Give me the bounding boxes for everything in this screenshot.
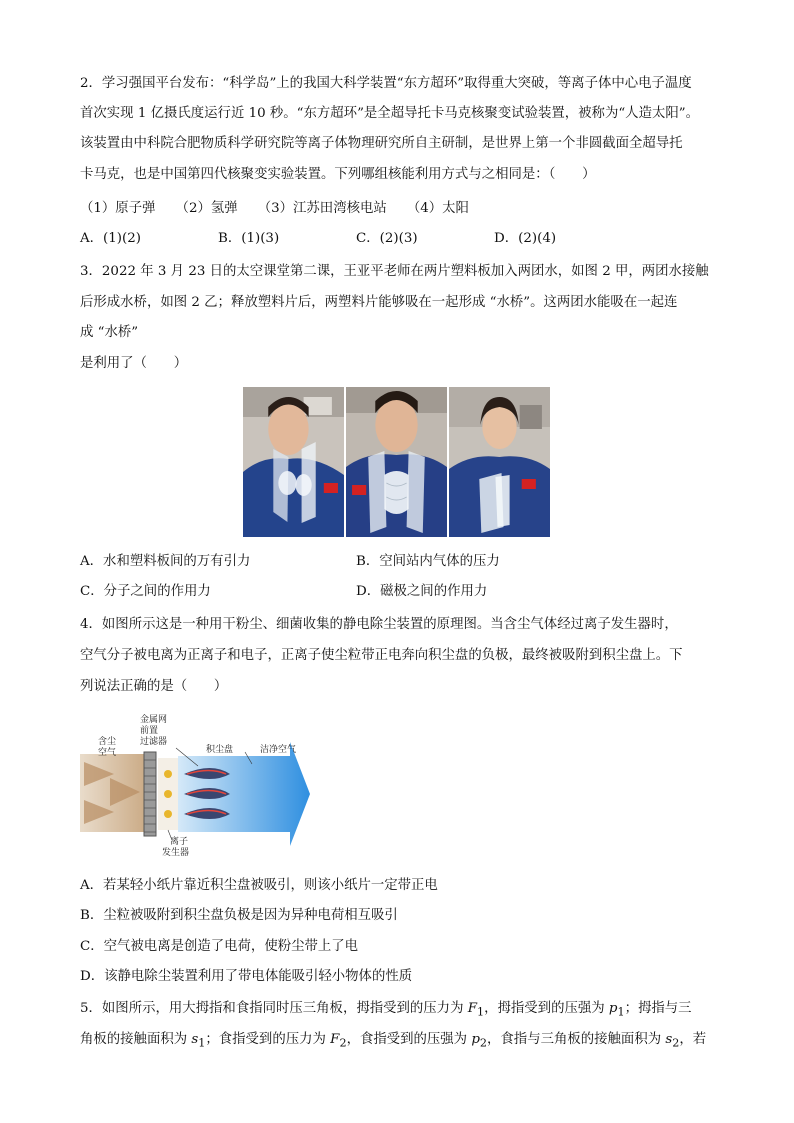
- label-filter-3: 过滤器: [140, 737, 168, 747]
- q5-var: F: [467, 1001, 478, 1016]
- label-ionizer-1: 离子: [170, 837, 189, 847]
- q5-text: 角板的接触面积为: [80, 1032, 192, 1047]
- water-bridge-photos: [243, 387, 550, 537]
- q5-sub: 1: [477, 1005, 485, 1019]
- q5-sub: 2: [479, 1036, 488, 1050]
- photo-yi: [346, 387, 447, 537]
- q3-option-a: A．水和塑料板间的万有引力: [80, 554, 251, 569]
- q2-option-b: B．(1)(3): [218, 231, 280, 246]
- label-plate: 积尘盘: [206, 745, 234, 755]
- q5-text: ，食指与三角板的接触面积为: [487, 1032, 666, 1047]
- label-ionizer-2: 发生器: [162, 848, 190, 858]
- q3-option-b: B．空间站内气体的压力: [356, 554, 500, 569]
- q5-sub: 2: [672, 1036, 680, 1050]
- q5-text: ，食指受到的压强为: [346, 1032, 472, 1047]
- q3-options-row-1: [80, 552, 632, 572]
- label-filter-2: 前置: [140, 726, 159, 736]
- q5-var: p: [608, 1001, 618, 1016]
- q2-line-2: 首次实现 1 亿摄氏度运行近 10 秒。“东方超环”是全超导托卡马克核聚变试验装置，被称为“人造太阳”。: [80, 106, 699, 121]
- q3-line-3: 成 “水桥”: [80, 325, 139, 340]
- label-dusty-air-1: 含尘: [98, 737, 117, 747]
- q5-sub: 1: [617, 1005, 625, 1019]
- q2-line-1: 2．学习强国平台发布：“科学岛”上的我国大科学装置“东方超环”取得重大突破，等离子体中心电子温度: [80, 76, 692, 91]
- q5-var: s: [665, 1032, 673, 1047]
- q3-options-row-2: [80, 582, 632, 602]
- q4-line-1: 4．如图所示这是一种用干粉尘、细菌收集的静电除尘装置的原理图。当含尘气体经过离子发生器时，: [80, 617, 678, 632]
- q5-var: s: [191, 1032, 199, 1047]
- q5-line-2: [80, 1030, 706, 1054]
- q5-text: ，若: [679, 1032, 707, 1047]
- q3-line-2: 后形成水桥，如图 2 乙；释放塑料片后，两塑料片能够吸在一起形成 “水桥”。这两团水能吸在一起连: [80, 295, 678, 310]
- q4-option-d: D．该静电除尘装置利用了带电体能吸引轻小物体的性质: [80, 969, 413, 984]
- q5-sub: 1: [198, 1036, 206, 1050]
- label-dusty-air-2: 空气: [98, 748, 117, 758]
- q5-text: ；拇指与三: [624, 1001, 692, 1016]
- q3-line-4: 是利用了（ ）: [80, 356, 188, 371]
- q4-line-3: 列说法正确的是（ ）: [80, 679, 228, 694]
- photo-bing: [449, 387, 550, 537]
- precipitator-diagram: [80, 712, 310, 858]
- q5-var: F: [330, 1032, 340, 1047]
- q5-sub: 2: [339, 1036, 347, 1050]
- q2-items: （1）原子弹 （2）氢弹 （3）江苏田湾核电站 （4）太阳: [80, 201, 469, 216]
- q4-option-a: A．若某轻小纸片靠近积尘盘被吸引，则该小纸片一定带正电: [80, 878, 438, 893]
- label-clean-air: 洁净空气: [260, 745, 297, 755]
- q4-option-c: C．空气被电离是创造了电荷，使粉尘带上了电: [80, 939, 359, 954]
- q5-text: ，拇指受到的压强为: [484, 1001, 609, 1016]
- q5-text: 5．如图所示，用大拇指和食指同时压三角板，拇指受到的压力为: [80, 1001, 468, 1016]
- q5-line-1: [80, 999, 692, 1023]
- q2-line-3: 该装置由中科院合肥物质科学研究院等离子体物理研究所自主研制，是世界上第一个非圆截面全超导托: [80, 136, 683, 151]
- q3-line-1: 3．2022 年 3 月 23 日的太空课堂第二课，王亚平老师在两片塑料板加入两团水，如图 2 甲，两团水接触: [80, 264, 709, 279]
- q2-option-a: A．(1)(2): [80, 231, 141, 246]
- q2-option-c: C．(2)(3): [356, 231, 418, 246]
- q2-option-d: D．(2)(4): [494, 231, 557, 246]
- q3-option-d: D．磁极之间的作用力: [356, 584, 488, 599]
- q5-var: p: [471, 1032, 480, 1047]
- photo-jia: [243, 387, 344, 537]
- label-filter-1: 金属网: [140, 715, 168, 725]
- q3-option-c: C．分子之间的作用力: [80, 584, 211, 599]
- q4-option-b: B．尘粒被吸附到积尘盘负极是因为异种电荷相互吸引: [80, 908, 398, 923]
- q2-line-4: 卡马克，也是中国第四代核聚变实验装置。下列哪组核能利用方式与之相同是：（ ）: [80, 167, 596, 182]
- q5-text: ；食指受到的压力为: [205, 1032, 331, 1047]
- q4-line-2: 空气分子被电离为正离子和电子，正离子使尘粒带正电奔向积尘盘的负极，最终被吸附到积尘盘上。下: [80, 648, 683, 663]
- q2-options: [80, 229, 720, 249]
